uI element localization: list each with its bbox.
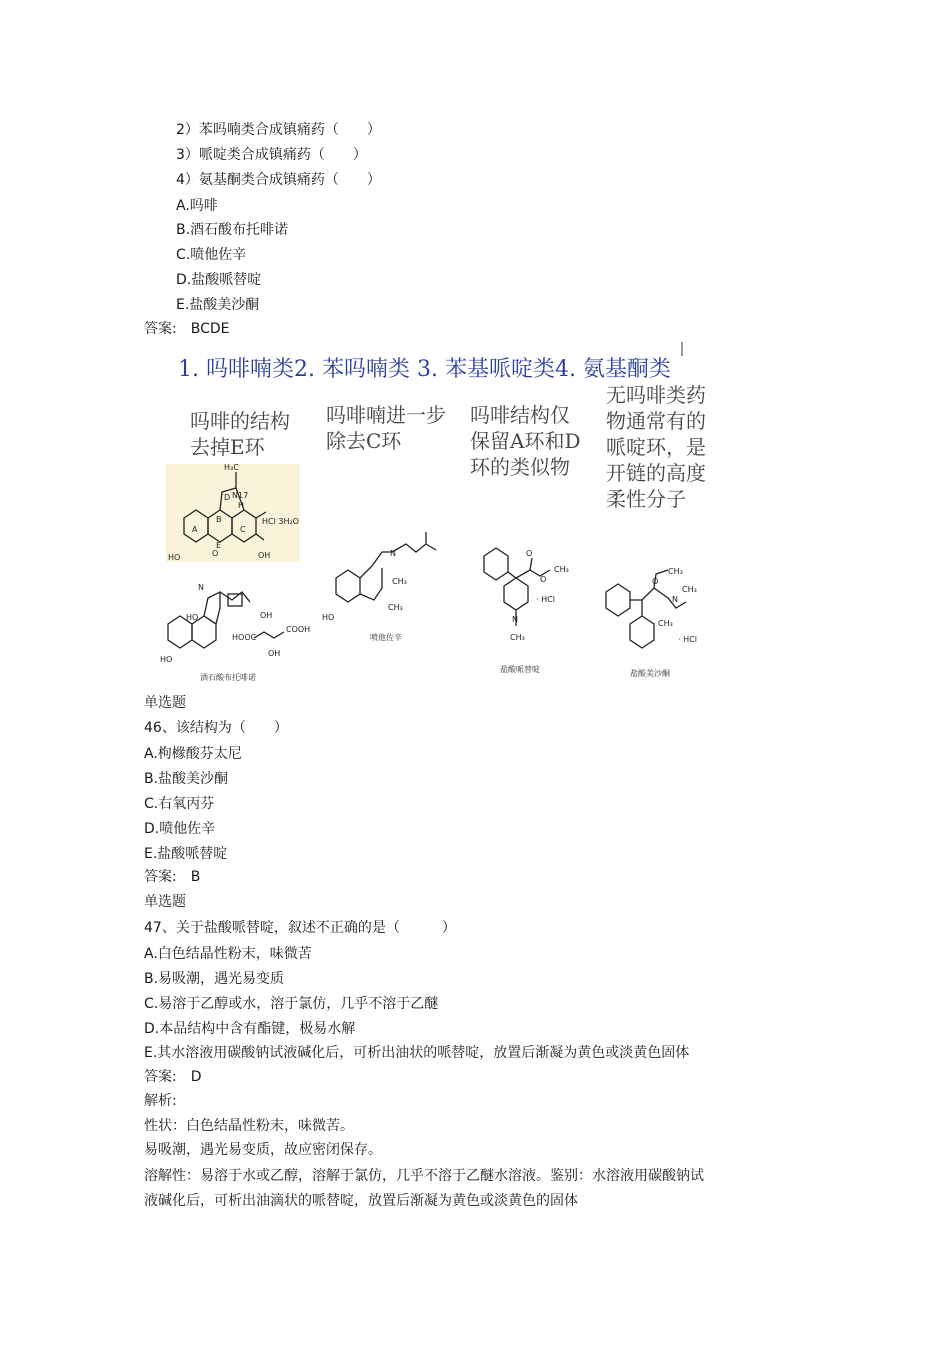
pentazocine-structure bbox=[322, 532, 436, 642]
q47-option-d: D.本品结构中含有酯键，极易水解 bbox=[144, 1021, 356, 1037]
q46-option-c: C.右氧丙芬 bbox=[144, 796, 215, 812]
butorphanol-cooh: COOH bbox=[286, 625, 311, 634]
pethidine-structure bbox=[484, 548, 569, 674]
butorphanol-hooc: HOOC bbox=[232, 633, 257, 642]
pethidine-n: N bbox=[512, 615, 518, 624]
structure-figure-svg bbox=[160, 342, 760, 690]
methadone-structure bbox=[606, 567, 697, 678]
question-item-4: 4）氨基酮类合成镇痛药（ ） bbox=[176, 172, 381, 188]
q46-option-e: E.盐酸哌替啶 bbox=[144, 846, 228, 862]
col3-line3: 环的类似物 bbox=[470, 455, 570, 479]
methadone-ch3c: CH₃ bbox=[658, 619, 673, 628]
figure-heading: 1. 吗啡喃类2. 苯吗喃类 3. 苯基哌啶类4. 氨基酮类 bbox=[178, 357, 671, 382]
col1-line1: 吗啡的结构 bbox=[190, 409, 290, 433]
butorphanol-ho2: HO bbox=[186, 613, 199, 622]
butorphanol-oh1: OH bbox=[260, 611, 273, 620]
caption-pentazocine: 喷他佐辛 bbox=[370, 633, 402, 642]
morphine-salt: HCl 3H₂O bbox=[262, 517, 299, 526]
ring-label-d: D bbox=[224, 493, 231, 502]
pethidine-o: O bbox=[526, 549, 533, 558]
pentazocine-ch3: CH₃ bbox=[388, 603, 403, 612]
q46-answer: 答案: B bbox=[144, 869, 201, 885]
q47-analysis-4: 液碱化后，可析出油滴状的哌替啶，放置后渐凝为黄色或淡黄色的固体 bbox=[144, 1193, 578, 1209]
q47-option-a: A.白色结晶性粉末，味微苦 bbox=[144, 946, 312, 962]
col3-line1: 吗啡结构仅 bbox=[470, 403, 570, 427]
col2-line1: 吗啡喃进一步 bbox=[326, 403, 446, 427]
pentazocine-ch3b: CH₃ bbox=[392, 577, 407, 586]
q46-stem: 46、该结构为（ ） bbox=[144, 720, 288, 736]
q47-analysis-3: 溶解性：易溶于水或乙醇，溶解于氯仿，几乎不溶于乙醚水溶液。鉴别：水溶液用碳酸钠试 bbox=[144, 1168, 704, 1184]
q46-option-d: D.喷他佐辛 bbox=[144, 821, 216, 837]
butorphanol-n: N bbox=[198, 583, 204, 592]
col4-line1: 无吗啡类药 bbox=[606, 383, 706, 407]
col4-line3: 哌啶环，是 bbox=[606, 435, 706, 459]
answer-line: 答案: BCDE bbox=[144, 321, 230, 337]
butorphanol-oh2: OH bbox=[268, 649, 281, 658]
butorphanol-structure bbox=[160, 583, 310, 682]
option-d: D.盐酸哌替啶 bbox=[176, 272, 262, 288]
q46-option-a: A.枸橼酸芬太尼 bbox=[144, 746, 242, 762]
q47-answer: 答案: D bbox=[144, 1069, 202, 1085]
q46-option-b: B.盐酸美沙酮 bbox=[144, 771, 229, 787]
q47-type: 单选题 bbox=[144, 894, 186, 910]
q47-option-c: C.易溶于乙醇或水，溶于氯仿，几乎不溶于乙醚 bbox=[144, 996, 439, 1012]
caption-methadone: 盐酸美沙酮 bbox=[630, 669, 670, 678]
option-e: E.盐酸美沙酮 bbox=[176, 297, 260, 313]
structure-figure bbox=[160, 342, 760, 690]
caption-butorphanol: 酒石酸布托啡诺 bbox=[200, 673, 256, 682]
morphine-h: H bbox=[238, 501, 245, 510]
option-c: C.喷他佐辛 bbox=[176, 247, 247, 263]
ring-label-b: B bbox=[216, 515, 222, 524]
methadone-o: O bbox=[652, 577, 659, 586]
morphine-methyl: H₃C bbox=[224, 463, 239, 472]
col3-line2: 保留A环和D bbox=[470, 429, 581, 453]
question-item-3: 3）哌啶类合成镇痛药（ ） bbox=[176, 147, 367, 163]
morphine-o: O bbox=[212, 549, 219, 558]
morphine-oh: OH bbox=[258, 551, 271, 560]
col2-line2: 除去C环 bbox=[326, 429, 402, 453]
q46-type: 单选题 bbox=[144, 695, 186, 711]
pethidine-hcl: · HCl bbox=[536, 595, 555, 604]
methadone-ch3: CH₃ bbox=[668, 567, 683, 576]
morphine-structure bbox=[166, 463, 300, 562]
q47-analysis-1: 性状：白色结晶性粉末，味微苦。 bbox=[144, 1118, 354, 1134]
butorphanol-ho: HO bbox=[160, 655, 173, 664]
q47-option-b: B.易吸潮，遇光易变质 bbox=[144, 971, 285, 987]
methadone-n: N bbox=[672, 595, 678, 604]
option-a: A.吗啡 bbox=[176, 198, 218, 214]
pethidine-ch3: CH₃ bbox=[554, 565, 569, 574]
methadone-ch3b: CH₃ bbox=[682, 585, 697, 594]
q47-option-e: E.其水溶液用碳酸钠试液碱化后，可析出油状的哌替啶，放置后渐凝为黄色或淡黄色固体 bbox=[144, 1045, 690, 1061]
pethidine-ch3b: CH₃ bbox=[510, 633, 525, 642]
col1-line2: 去掉E环 bbox=[190, 435, 265, 459]
morphine-ho: HO bbox=[168, 553, 181, 562]
q47-stem: 47、关于盐酸哌替啶，叙述不正确的是（ ） bbox=[144, 920, 456, 936]
pentazocine-ho: HO bbox=[322, 613, 335, 622]
col4-line4: 开链的高度 bbox=[606, 461, 706, 485]
q47-analysis-2: 易吸潮，遇光易变质，故应密闭保存。 bbox=[144, 1142, 382, 1158]
ring-label-c: C bbox=[240, 525, 246, 534]
q47-analysis-label: 解析: bbox=[144, 1093, 177, 1109]
caption-pethidine: 盐酸哌替啶 bbox=[500, 665, 540, 674]
pentazocine-n: N bbox=[390, 549, 396, 558]
question-item-2: 2）苯吗喃类合成镇痛药（ ） bbox=[176, 122, 381, 138]
pethidine-o2: O bbox=[540, 575, 547, 584]
morphine-n17: N17 bbox=[232, 491, 249, 500]
morphine-highlight bbox=[166, 464, 300, 562]
methadone-hcl: · HCl bbox=[678, 635, 697, 644]
option-b: B.酒石酸布托啡诺 bbox=[176, 222, 289, 238]
col4-line5: 柔性分子 bbox=[606, 487, 686, 511]
ring-label-a: A bbox=[192, 525, 198, 534]
ring-label-e: E bbox=[216, 541, 222, 550]
col4-line2: 物通常有的 bbox=[606, 409, 706, 433]
